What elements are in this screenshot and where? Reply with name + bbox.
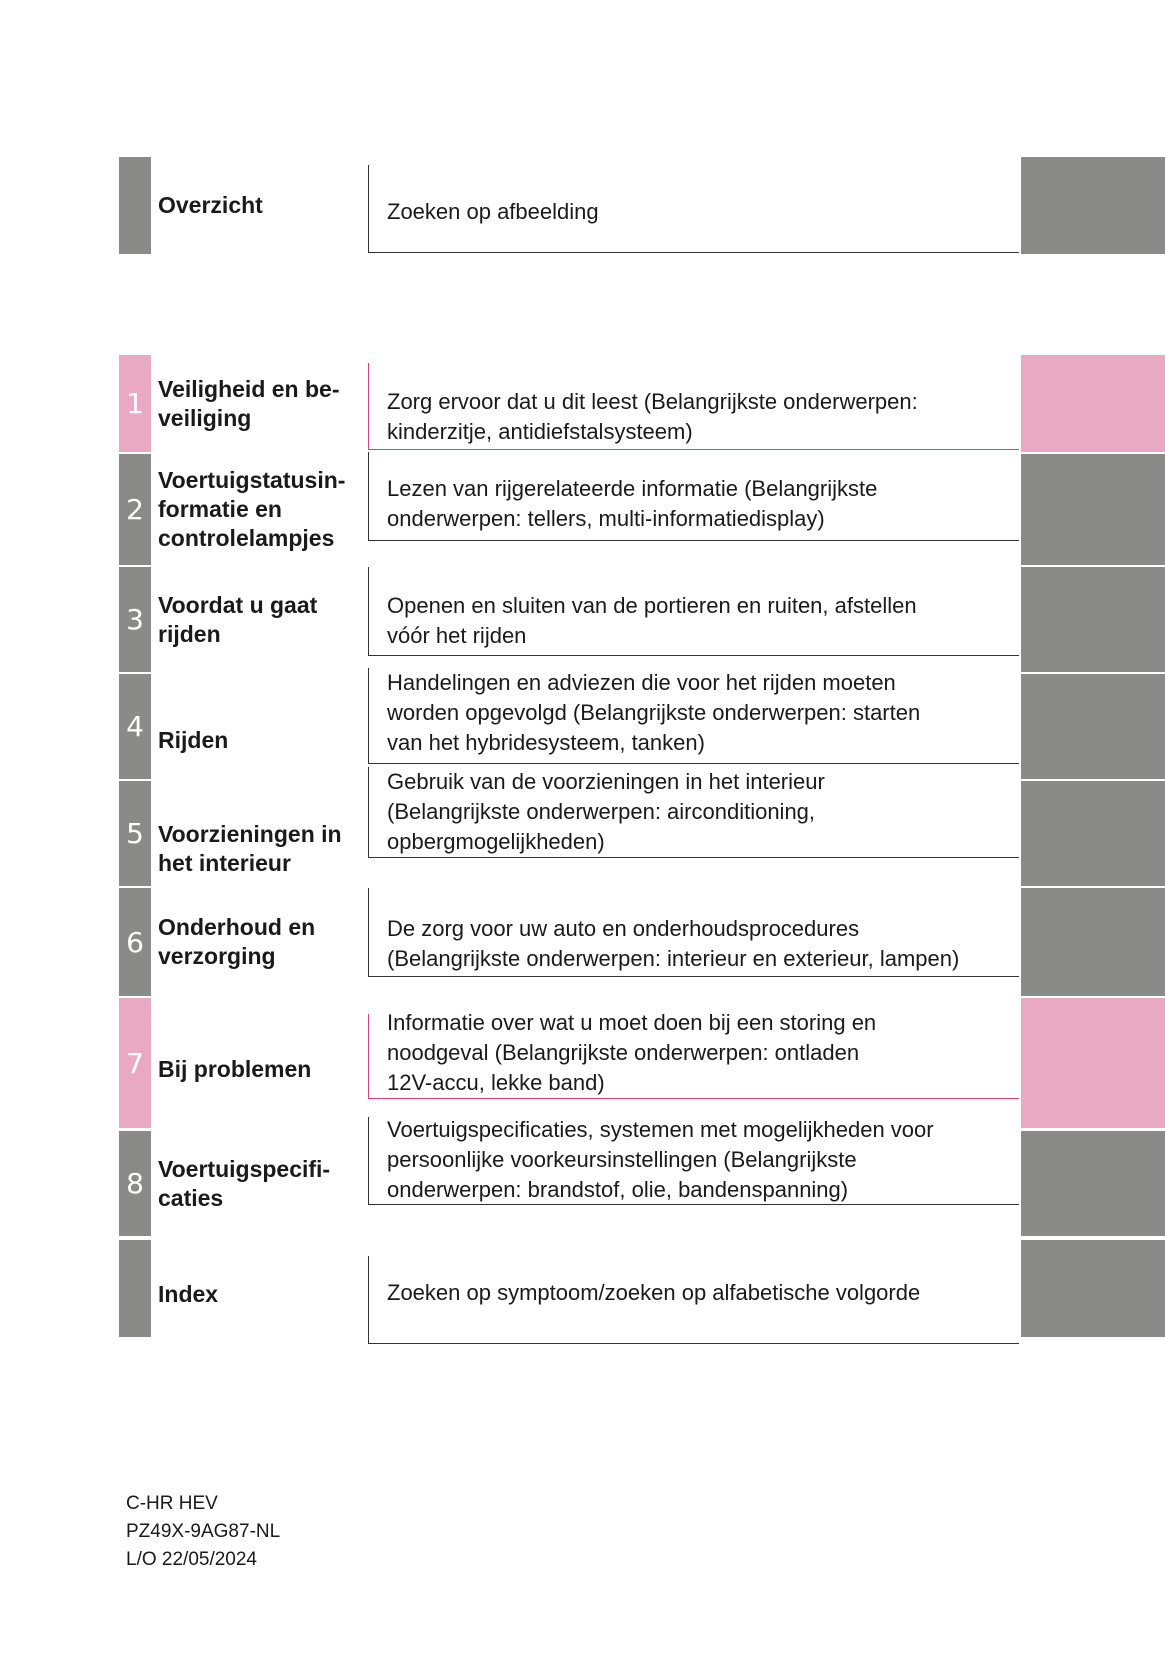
chapter-thumb-tab[interactable] (1021, 674, 1165, 779)
chapter-title: Voordat u gaat rijden (158, 591, 318, 647)
chapter-description: Lezen van rijgerelateerde informatie (Belangrijkste onderwerpen: tellers, multi-informatiedisplay) (387, 476, 878, 531)
chapter-description-box (368, 567, 1019, 656)
chapter-thumb-tab[interactable] (1021, 888, 1165, 996)
chapter-8-section[interactable] (0, 1117, 1165, 1236)
chapter-description: De zorg voor uw auto en onderhoudsprocedures (Belangrijkste onderwerpen: interieur en exterieur, lampen) (387, 916, 960, 971)
chapter-title: Voertuigspecifi- caties (158, 1155, 331, 1211)
chapter-thumb-tab[interactable] (1021, 454, 1165, 565)
index-description-box (368, 1256, 1019, 1344)
chapter-thumb-tab[interactable] (1021, 781, 1165, 886)
index-title: Index (158, 1281, 219, 1307)
chapter-description-box (368, 1117, 1019, 1205)
chapter-number: 1 (119, 355, 151, 452)
chapter-description: Voertuigspecificaties, systemen met mogelijkheden voor persoonlijke voorkeursinstellingen (Belangrijkste onderwerpen: brandstof, olie, bandenspanning) (387, 1117, 934, 1202)
chapter-thumb-tab[interactable] (1021, 998, 1165, 1128)
chapter-description: Handelingen en adviezen die voor het rijden moeten worden opgevolgd (Belangrijkste onderwerpen: starten van het hybridesysteem, tanken) (387, 670, 921, 755)
overview-title: Overzicht (158, 192, 263, 218)
chapter-description-box (368, 363, 1019, 450)
chapter-title: Voorzieningen in het interieur (158, 820, 342, 876)
chapter-description: Informatie over wat u moet doen bij een storing en noodgeval (Belangrijkste onderwerpen: ontladen 12V-accu, lekke band) (387, 1010, 877, 1095)
overview-section[interactable] (0, 157, 1165, 254)
chapter-description: Openen en sluiten van de portieren en ruiten, afstellen vóór het rijden (387, 593, 917, 648)
chapter-number: 6 (119, 888, 151, 996)
chapter-title: Voertuigstatusin- formatie en controlelampjes (158, 467, 346, 551)
overview-description: Zoeken op afbeelding (387, 199, 599, 224)
chapter-6-section[interactable] (0, 888, 1165, 996)
chapter-description-box (368, 1010, 1019, 1099)
chapter-2-section[interactable] (0, 454, 1165, 565)
chapter-number: 7 (119, 998, 151, 1128)
chapter-5-section[interactable] (0, 769, 1165, 886)
chapter-7-section[interactable] (0, 998, 1165, 1128)
chapter-title: Onderhoud en verzorging (158, 914, 316, 969)
chapter-4-section[interactable] (0, 670, 1165, 779)
footer-model: C-HR HEV (126, 1493, 218, 1514)
chapter-thumb-tab[interactable] (1021, 355, 1165, 452)
chapter-thumb-tab[interactable] (1021, 567, 1165, 672)
chapter-number: 4 (119, 674, 151, 779)
chapter-description-box (368, 452, 1019, 541)
chapter-description-box (368, 668, 1019, 764)
document-footer (126, 1490, 280, 1574)
chapter-number: 8 (119, 1131, 151, 1236)
index-tab-marker (119, 1240, 151, 1337)
chapter-3-section[interactable] (0, 567, 1165, 672)
chapter-description: Gebruik van de voorzieningen in het interieur (Belangrijkste onderwerpen: airconditioning, opbergmogelijkheden) (387, 769, 825, 854)
chapter-title: Rijden (158, 727, 229, 753)
index-section[interactable] (0, 1240, 1165, 1337)
footer-date: L/O 22/05/2024 (126, 1549, 257, 1570)
chapter-description-box (368, 767, 1019, 858)
chapter-number: 2 (119, 454, 151, 565)
footer-code: PZ49X-9AG87-NL (126, 1521, 281, 1542)
chapter-1-section[interactable] (0, 355, 1165, 452)
chapter-title: Veiligheid en be- veiliging (158, 375, 340, 431)
chapter-number: 5 (119, 781, 151, 886)
chapter-description: Zorg ervoor dat u dit leest (Belangrijkste onderwerpen: kinderzitje, antidiefstalsysteem) (387, 389, 918, 444)
overview-thumb-tab[interactable] (1021, 157, 1165, 254)
chapter-title: Bij problemen (158, 1055, 312, 1082)
index-description: Zoeken op symptoom/zoeken op alfabetische volgorde (387, 1280, 921, 1305)
chapter-description-box (368, 888, 1019, 977)
overview-tab-marker (119, 157, 151, 254)
index-thumb-tab[interactable] (1021, 1240, 1165, 1337)
chapter-thumb-tab[interactable] (1021, 1131, 1165, 1236)
overview-description-box (368, 165, 1019, 253)
chapter-number: 3 (119, 567, 151, 672)
